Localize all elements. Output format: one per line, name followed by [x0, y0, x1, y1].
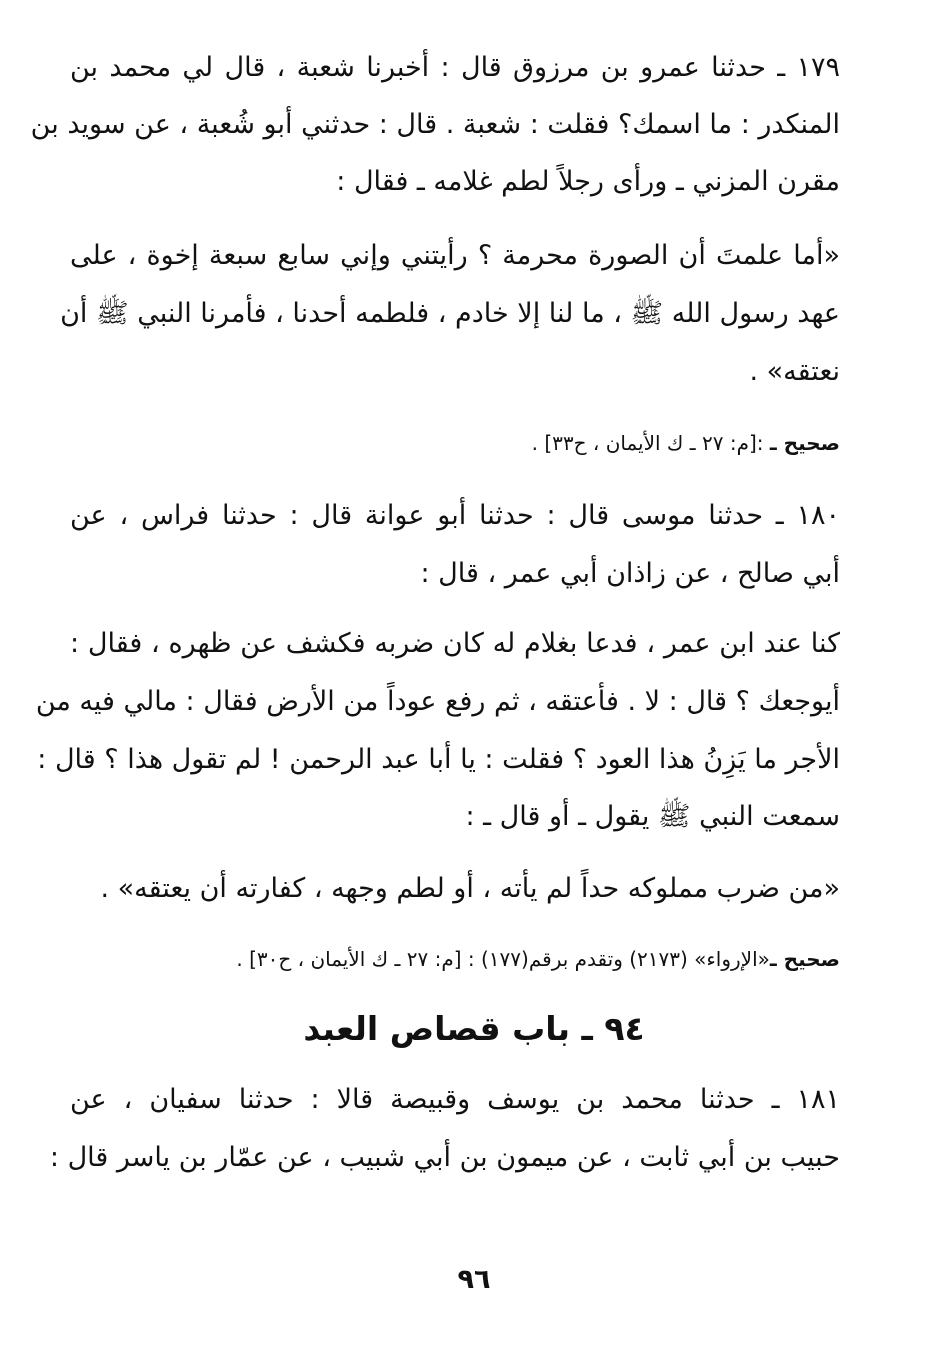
hadith-180-story-line-4: سمعت النبي ﷺ يقول ـ أو قال ـ :: [465, 801, 840, 832]
hadith-179-line-2: المنكدر : ما اسمك؟ فقلت : شعبة . قال : حدثني أبو شُعبة ، عن سويد بن: [30, 109, 840, 140]
grade-reference: :[م: ٢٧ ـ ك الأيمان ، ح٣٣] .: [531, 431, 770, 455]
hadith-180-grade: [236, 944, 840, 974]
hadith-181-line-1: ١٨١ ـ حدثنا محمد بن يوسف وقبيصة قالا : حدثنا سفيان ، عن: [70, 1084, 840, 1115]
hadith-179-matn-line-1: «أما علمتَ أن الصورة محرمة ؟ رأيتني وإني سابع سبعة إخوة ، على: [70, 240, 840, 271]
hadith-180-line-1: ١٨٠ ـ حدثنا موسى قال : حدثنا أبو عوانة قال : حدثنا فراس ، عن: [70, 500, 840, 531]
hadith-180-story-line-1: كنا عند ابن عمر ، فدعا بغلام له كان ضربه فكشف عن ظهره ، فقال :: [70, 628, 840, 659]
hadith-180-story-line-3: الأجر ما يَزِنُ هذا العود ؟ فقلت : يا أبا عبد الرحمن ! لم تقول هذا ؟ قال :: [37, 744, 840, 775]
page-number: ٩٦: [457, 1264, 491, 1295]
hadith-179-matn-line-2: عهد رسول الله ﷺ ، ما لنا إلا خادم ، فلطمه أحدنا ، فأمرنا النبي ﷺ أن: [60, 298, 840, 329]
grade-label: صحيح ـ: [769, 431, 840, 455]
hadith-179-line-3: مقرن المزني ـ ورأى رجلاً لطم غلامه ـ فقال :: [336, 166, 840, 197]
grade-reference: «الإرواء» (٢١٧٣) وتقدم برقم(١٧٧) : [م: ٢٧ ـ ك الأيمان ، ح٣٠] .: [236, 947, 770, 971]
hadith-180-story-line-2: أيوجعك ؟ قال : لا . فأعتقه ، ثم رفع عوداً من الأرض فقال : مالي فيه من: [35, 686, 840, 717]
grade-label: صحيح ـ: [769, 947, 840, 971]
hadith-180-matn: «من ضرب مملوكه حداً لم يأته ، أو لطم وجهه ، كفارته أن يعتقه» .: [100, 873, 840, 904]
hadith-181-line-2: حبيب بن أبي ثابت ، عن ميمون بن أبي شبيب ، عن عمّار بن ياسر قال :: [49, 1142, 840, 1173]
chapter-heading: ٩٤ ـ باب قصاص العبد: [303, 1009, 645, 1048]
hadith-179-grade: [532, 428, 840, 458]
hadith-179-matn-line-3: نعتقه» .: [749, 356, 840, 387]
hadith-179-line-1: ١٧٩ ـ حدثنا عمرو بن مرزوق قال : أخبرنا شعبة ، قال لي محمد بن: [70, 52, 840, 83]
hadith-180-line-2: أبي صالح ، عن زاذان أبي عمر ، قال :: [420, 558, 840, 589]
